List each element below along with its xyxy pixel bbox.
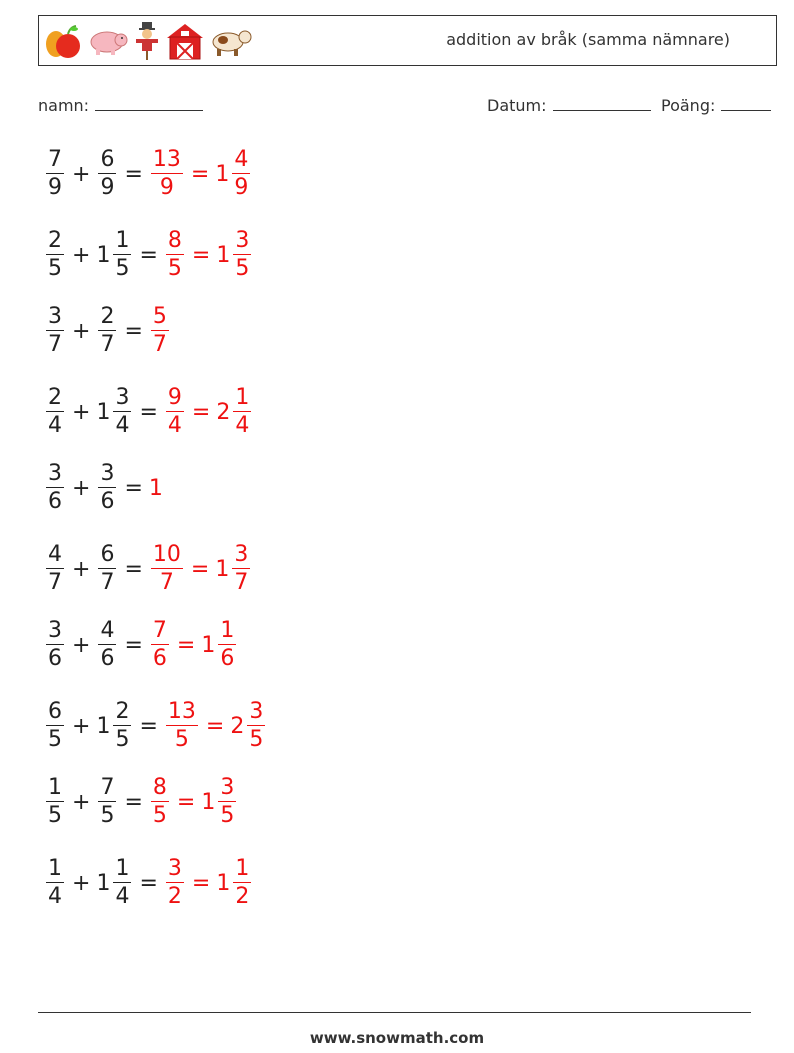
answer-mixed-whole: 1	[215, 161, 230, 187]
answer-equals-sign: =	[205, 713, 225, 739]
addend-a-fraction	[46, 149, 64, 199]
addend-b-denominator: 5	[115, 727, 130, 752]
answer-improper-fraction	[151, 544, 183, 594]
addend-a-fraction	[46, 463, 64, 513]
addend-b-denominator: 6	[100, 646, 115, 671]
addend-b-numerator: 1	[115, 856, 130, 881]
addend-b-group	[96, 306, 118, 356]
score-field[interactable]	[661, 94, 771, 115]
addend-b-group	[96, 544, 118, 594]
answer-improper-fraction	[151, 777, 169, 827]
addend-b-denominator: 4	[115, 413, 130, 438]
answer	[149, 620, 238, 670]
addend-b-denominator: 5	[100, 803, 115, 828]
addend-b-whole: 1	[96, 399, 111, 425]
answer-mixed-denominator: 6	[220, 646, 235, 671]
answer-improper-group	[149, 149, 185, 199]
answer	[149, 544, 252, 594]
answer-mixed-group	[216, 858, 253, 908]
addend-a-denominator: 4	[48, 413, 62, 438]
addend-b-denominator: 7	[100, 332, 115, 357]
addend-a-denominator: 5	[48, 803, 62, 828]
footer-site: www.snowmath.com	[309, 1029, 485, 1047]
name-field[interactable]	[38, 94, 203, 115]
addend-b-fraction	[98, 777, 116, 827]
plus-sign: +	[72, 789, 91, 815]
equals-sign: =	[124, 318, 143, 344]
answer-mixed-numerator: 3	[234, 542, 249, 567]
answer-improper-numerator: 8	[152, 775, 167, 800]
answer-mixed-denominator: 4	[235, 413, 250, 438]
answer-mixed-whole: 1	[201, 789, 216, 815]
answer-improper-fraction	[151, 620, 169, 670]
addend-a-denominator: 9	[48, 175, 62, 200]
addend-b-denominator: 9	[100, 175, 115, 200]
addend-b-numerator: 2	[115, 699, 130, 724]
answer-mixed-fraction	[232, 149, 250, 199]
answer-improper-denominator: 7	[159, 570, 174, 595]
answer-improper-fraction	[151, 306, 169, 356]
addend-a-fraction	[46, 701, 64, 751]
answer-mixed-denominator: 2	[235, 884, 250, 909]
addend-a-group	[44, 230, 66, 280]
addend-b-whole: 1	[96, 713, 111, 739]
problem-row	[44, 377, 253, 447]
answer-improper-numerator: 8	[167, 228, 182, 253]
icon-strip	[43, 21, 253, 61]
addend-b-fraction	[98, 620, 116, 670]
score-label: Poäng:	[661, 96, 716, 115]
answer-mixed-whole: 1	[201, 632, 216, 658]
answer-mixed-numerator: 3	[249, 699, 264, 724]
plus-sign: +	[72, 713, 91, 739]
name-label: namn:	[38, 96, 90, 115]
answer-mixed-whole: 1	[216, 242, 231, 268]
answer-improper-group	[149, 306, 171, 356]
date-label: Datum:	[487, 96, 547, 115]
equals-sign: =	[139, 242, 158, 268]
answer-mixed-fraction	[232, 544, 250, 594]
addend-a-numerator: 4	[48, 542, 62, 567]
addend-b-numerator: 6	[100, 147, 115, 172]
addend-b-denominator: 6	[100, 489, 115, 514]
addend-a-numerator: 3	[48, 618, 62, 643]
addend-b-group	[96, 149, 118, 199]
addend-b-denominator: 4	[115, 884, 130, 909]
addend-a-fraction	[46, 306, 64, 356]
answer-improper-numerator: 3	[167, 856, 182, 881]
score-blank[interactable]	[721, 94, 771, 111]
pig-icon	[87, 26, 129, 56]
equals-sign: =	[124, 632, 143, 658]
addend-b-fraction	[98, 544, 116, 594]
addend-b-fraction	[113, 701, 131, 751]
addend-a-denominator: 5	[48, 256, 62, 281]
answer-improper-fraction	[166, 701, 198, 751]
addend-a-group	[44, 149, 66, 199]
addend-b-fraction	[113, 387, 131, 437]
problem-row	[44, 848, 253, 918]
answer-mixed-denominator: 5	[235, 256, 250, 281]
answer-improper-group	[164, 858, 186, 908]
answer	[164, 858, 253, 908]
answer-improper-denominator: 5	[174, 727, 189, 752]
answer-mixed-numerator: 1	[235, 385, 250, 410]
answer-improper-group	[164, 701, 200, 751]
addend-a-fraction	[46, 620, 64, 670]
addend-a-numerator: 6	[48, 699, 62, 724]
addend-b-denominator: 5	[115, 256, 130, 281]
equals-sign: =	[139, 713, 158, 739]
answer-equals-sign: =	[191, 242, 211, 268]
addend-b-numerator: 2	[100, 304, 115, 329]
answer-mixed-group	[215, 149, 252, 199]
answer-mixed-fraction	[218, 620, 236, 670]
addend-a-numerator: 1	[48, 856, 62, 881]
answer	[149, 777, 238, 827]
addend-b-fraction	[113, 230, 131, 280]
answer-mixed-whole: 1	[216, 870, 231, 896]
problem-row	[44, 534, 252, 604]
addend-b-group	[96, 777, 118, 827]
plus-sign: +	[72, 870, 91, 896]
answer-improper-numerator: 9	[167, 385, 182, 410]
answer-mixed-fraction	[233, 858, 251, 908]
answer-improper-denominator: 9	[159, 175, 174, 200]
cow-icon	[209, 25, 253, 57]
answer-improper-group	[164, 387, 186, 437]
addend-a-group	[44, 701, 66, 751]
problem-row	[44, 767, 238, 837]
addend-a-group	[44, 620, 66, 670]
answer-improper-denominator: 2	[167, 884, 182, 909]
answer-mixed-fraction	[218, 777, 236, 827]
equals-sign: =	[139, 870, 158, 896]
addend-b-group	[96, 387, 133, 437]
addend-b-numerator: 7	[100, 775, 115, 800]
addend-a-denominator: 6	[48, 646, 62, 671]
answer-mixed-denominator: 7	[234, 570, 249, 595]
addend-a-group	[44, 306, 66, 356]
answer-improper-numerator: 7	[152, 618, 167, 643]
answer-mixed-whole: 1	[215, 556, 230, 582]
answer-improper-denominator: 5	[152, 803, 167, 828]
footer-divider	[38, 1012, 751, 1013]
addend-b-fraction	[98, 149, 116, 199]
addend-a-group	[44, 463, 66, 513]
plus-sign: +	[72, 556, 91, 582]
answer-improper-numerator: 5	[152, 304, 167, 329]
answer-equals-sign: =	[190, 161, 210, 187]
addend-a-numerator: 1	[48, 775, 62, 800]
answer-improper-group	[149, 620, 171, 670]
equals-sign: =	[124, 556, 143, 582]
answer-mixed-denominator: 5	[220, 803, 235, 828]
addend-a-fraction	[46, 544, 64, 594]
addend-b-numerator: 3	[100, 461, 115, 486]
answer-mixed-numerator: 1	[220, 618, 235, 643]
plus-sign: +	[72, 475, 91, 501]
addend-a-group	[44, 777, 66, 827]
answer-equals-sign: =	[190, 556, 210, 582]
plus-sign: +	[72, 161, 91, 187]
addend-b-whole: 1	[96, 870, 111, 896]
addend-a-denominator: 6	[48, 489, 62, 514]
worksheet-title: addition av bråk (samma nämnare)	[446, 30, 730, 49]
addend-b-denominator: 7	[100, 570, 115, 595]
addend-b-numerator: 4	[100, 618, 115, 643]
equals-sign: =	[124, 475, 143, 501]
problem-row	[44, 691, 267, 761]
answer-whole: 1	[148, 475, 163, 501]
answer-mixed-group	[216, 230, 253, 280]
date-field[interactable]	[487, 94, 651, 115]
addend-b-fraction	[98, 306, 116, 356]
addend-b-fraction	[98, 463, 116, 513]
answer-improper-fraction	[166, 387, 184, 437]
scarecrow-icon	[133, 21, 161, 61]
equals-sign: =	[124, 161, 143, 187]
answer-improper-group	[149, 544, 185, 594]
equals-sign: =	[139, 399, 158, 425]
answer	[149, 306, 171, 356]
addend-a-group	[44, 858, 66, 908]
answer-improper-fraction	[166, 858, 184, 908]
answer-mixed-group	[230, 701, 267, 751]
answer-mixed-denominator: 9	[234, 175, 249, 200]
fruit-icon	[43, 22, 83, 60]
addend-b-group	[96, 701, 133, 751]
addend-a-group	[44, 387, 66, 437]
addend-b-fraction	[113, 858, 131, 908]
answer-equals-sign: =	[191, 870, 211, 896]
answer-mixed-numerator: 4	[234, 147, 249, 172]
answer	[164, 387, 253, 437]
addend-b-whole: 1	[96, 242, 111, 268]
plus-sign: +	[72, 399, 91, 425]
addend-b-numerator: 1	[115, 228, 130, 253]
addend-b-group	[96, 463, 118, 513]
plus-sign: +	[72, 242, 91, 268]
addend-a-numerator: 7	[48, 147, 62, 172]
equals-sign: =	[124, 789, 143, 815]
addend-b-group	[96, 858, 133, 908]
plus-sign: +	[72, 632, 91, 658]
answer-mixed-fraction	[247, 701, 265, 751]
answer-equals-sign: =	[191, 399, 211, 425]
answer	[164, 701, 267, 751]
answer-mixed-numerator: 3	[235, 228, 250, 253]
answer-improper-group	[149, 777, 171, 827]
answer	[149, 149, 252, 199]
answer-mixed-denominator: 5	[249, 727, 264, 752]
answer-mixed-fraction	[233, 230, 251, 280]
answer-mixed-fraction	[233, 387, 251, 437]
addend-a-denominator: 4	[48, 884, 62, 909]
answer-improper-denominator: 6	[152, 646, 167, 671]
answer-improper-fraction	[151, 149, 183, 199]
answer-mixed-numerator: 1	[235, 856, 250, 881]
addend-b-group	[96, 620, 118, 670]
answer-mixed-whole: 2	[216, 399, 231, 425]
answer-improper-group	[164, 230, 186, 280]
addend-a-group	[44, 544, 66, 594]
addend-a-fraction	[46, 777, 64, 827]
addend-b-numerator: 6	[100, 542, 115, 567]
answer-mixed-group	[201, 620, 238, 670]
answer-equals-sign: =	[176, 632, 196, 658]
answer-improper-fraction	[166, 230, 184, 280]
plus-sign: +	[72, 318, 91, 344]
date-blank[interactable]	[553, 94, 651, 111]
answer-improper-denominator: 7	[152, 332, 167, 357]
addend-a-fraction	[46, 230, 64, 280]
answer-improper-numerator: 13	[152, 147, 181, 172]
answer-improper-denominator: 5	[167, 256, 182, 281]
addend-a-denominator: 7	[48, 570, 62, 595]
addend-a-numerator: 2	[48, 228, 62, 253]
problem-row	[44, 139, 252, 209]
addend-a-denominator: 7	[48, 332, 62, 357]
problem-row	[44, 453, 164, 523]
problem-row	[44, 296, 171, 366]
name-blank[interactable]	[95, 94, 203, 111]
problem-row	[44, 610, 238, 680]
addend-a-numerator: 3	[48, 304, 62, 329]
answer-mixed-numerator: 3	[220, 775, 235, 800]
answer-improper-denominator: 4	[167, 413, 182, 438]
addend-a-fraction	[46, 387, 64, 437]
answer-mixed-group	[215, 544, 252, 594]
addend-b-group	[96, 230, 133, 280]
header-box	[38, 15, 777, 66]
answer-improper-numerator: 13	[167, 699, 196, 724]
addend-a-numerator: 3	[48, 461, 62, 486]
answer-improper-numerator: 10	[152, 542, 181, 567]
answer	[164, 230, 253, 280]
addend-a-fraction	[46, 858, 64, 908]
barn-icon	[165, 22, 205, 60]
answer-equals-sign: =	[176, 789, 196, 815]
answer-mixed-whole: 2	[230, 713, 245, 739]
answer	[149, 476, 164, 501]
answer-mixed-group	[201, 777, 238, 827]
problem-row	[44, 220, 253, 290]
answer-mixed-group	[216, 387, 253, 437]
addend-a-denominator: 5	[48, 727, 62, 752]
addend-b-numerator: 3	[115, 385, 130, 410]
addend-a-numerator: 2	[48, 385, 62, 410]
